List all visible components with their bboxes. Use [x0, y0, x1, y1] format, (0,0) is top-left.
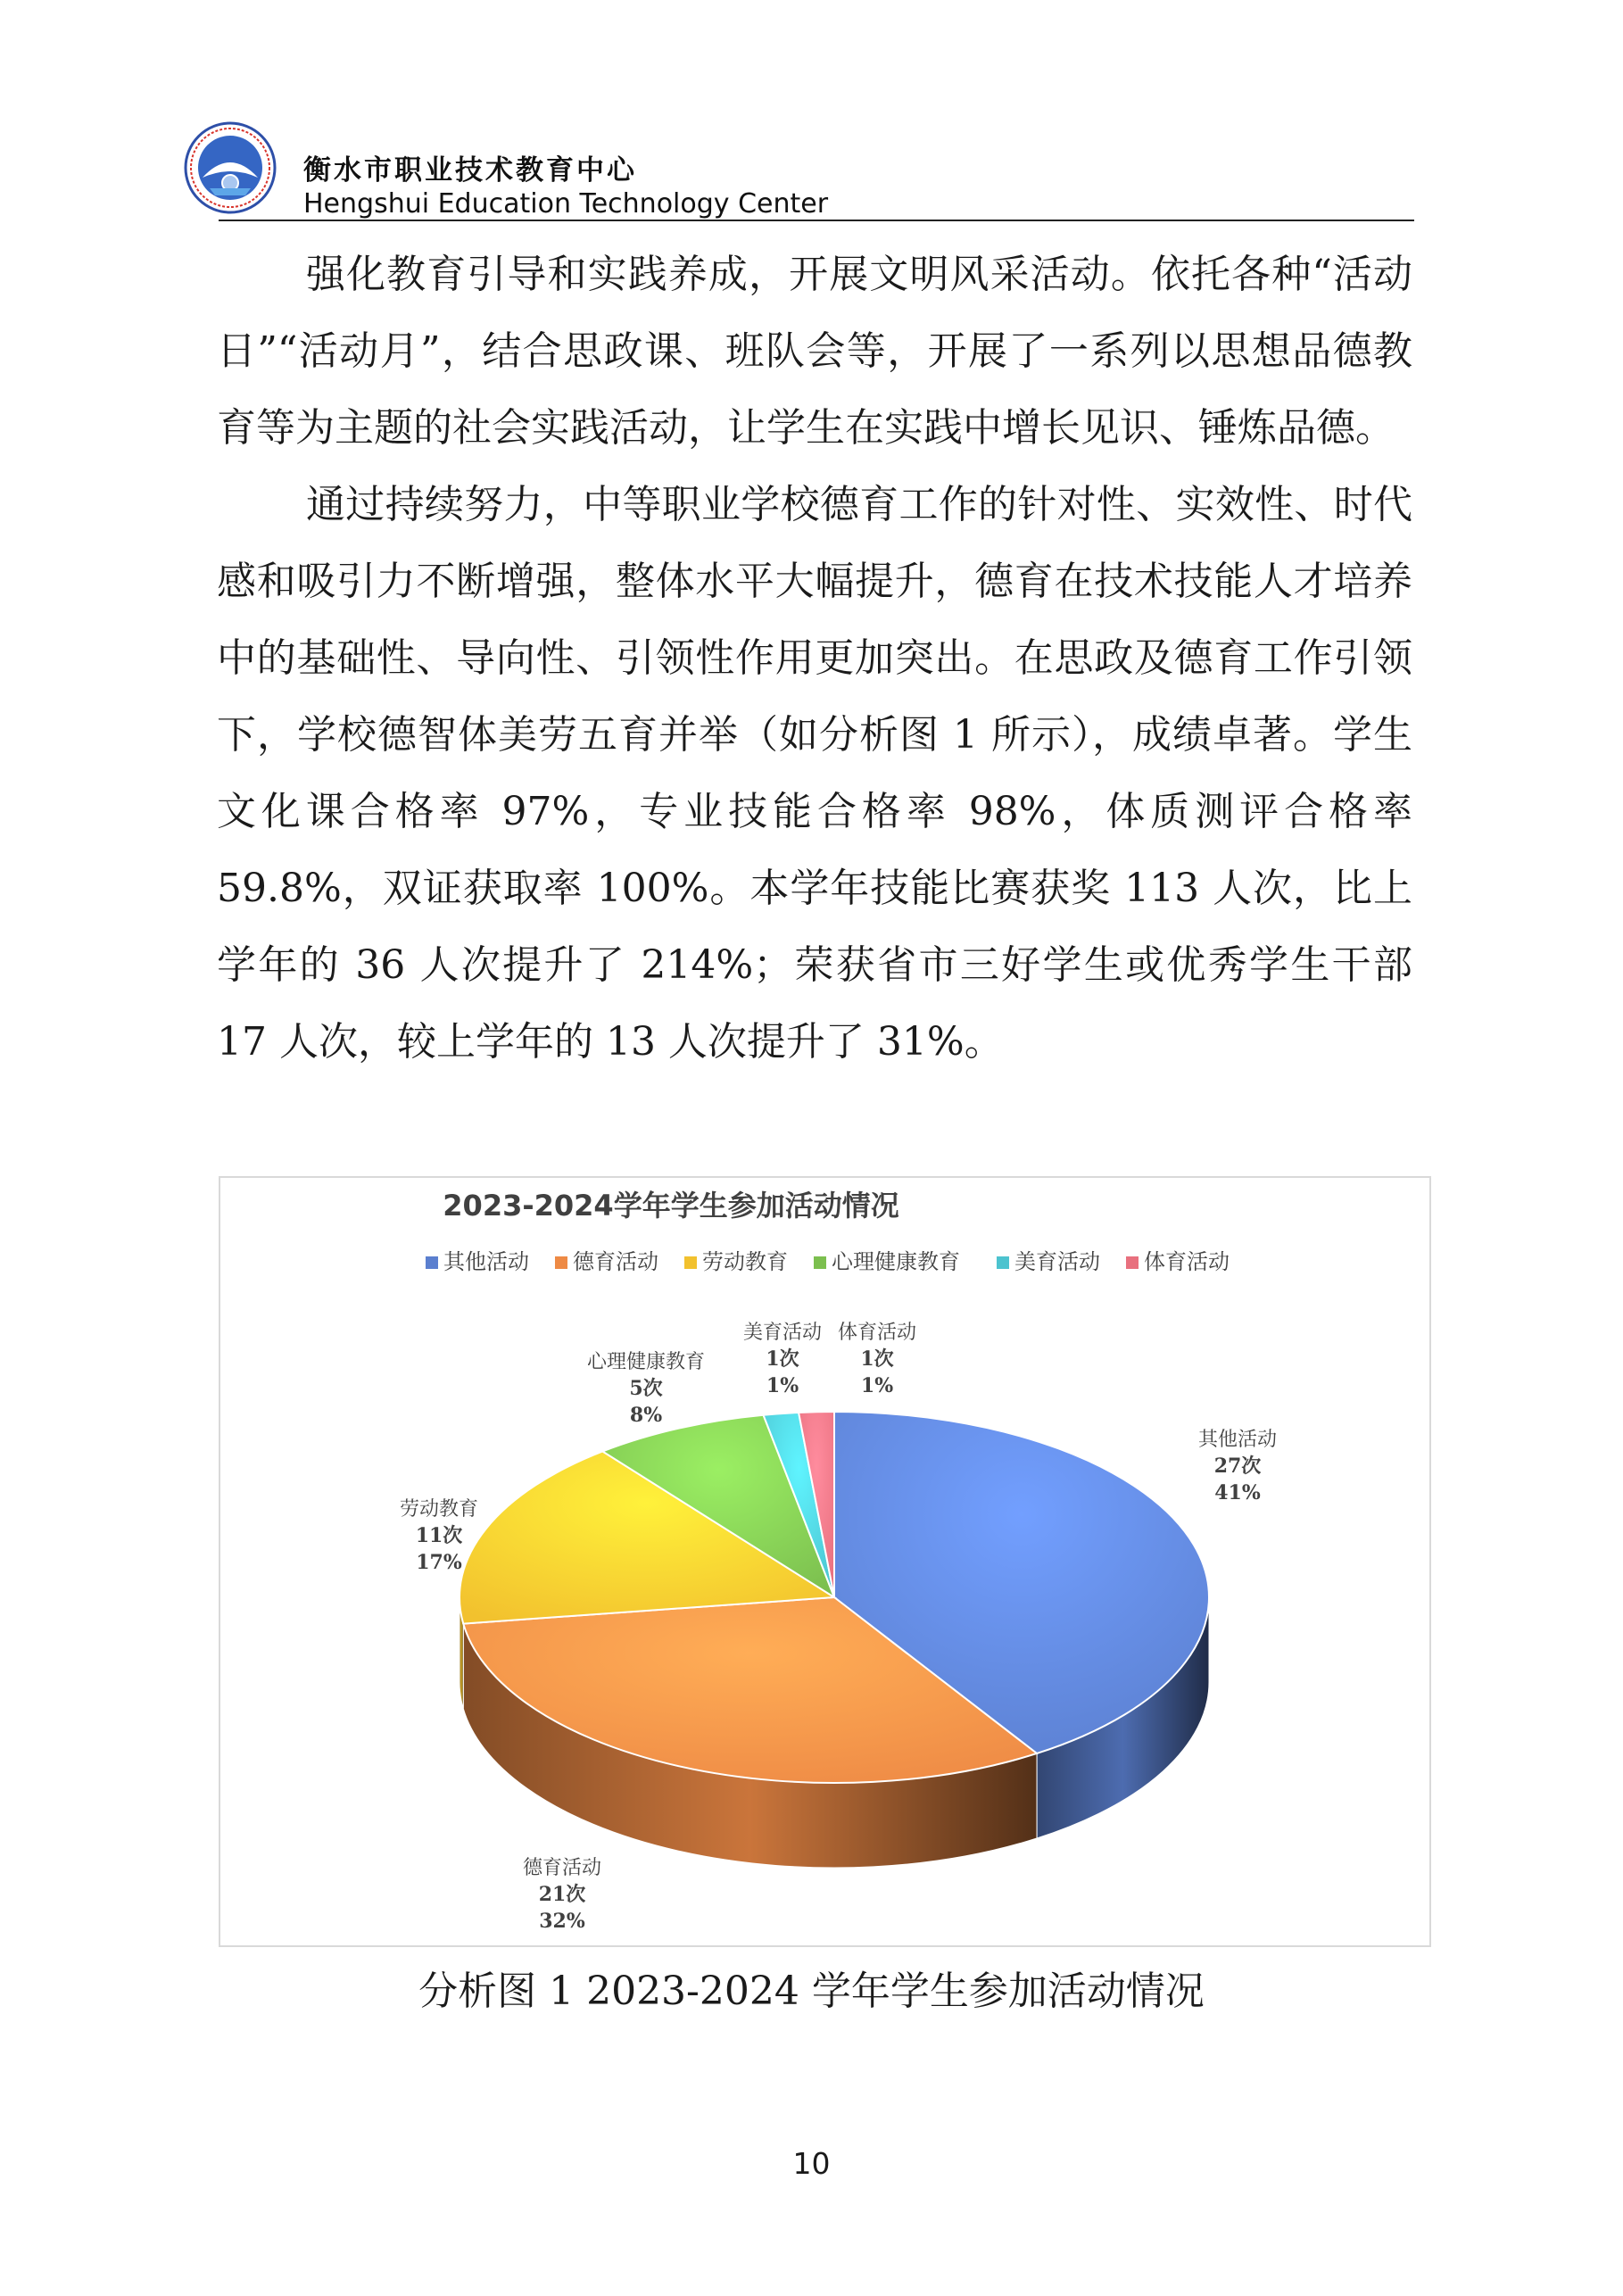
data-label-percent: 1%	[766, 1374, 799, 1397]
legend-swatch	[997, 1256, 1009, 1269]
data-label-name: 劳动教育	[399, 1498, 479, 1521]
data-label-name: 德育活动	[522, 1857, 602, 1879]
data-label-name: 心理健康教育	[586, 1351, 706, 1373]
pie-chart-panel	[219, 1176, 1431, 1947]
chart-legend	[426, 1249, 1230, 1274]
legend-item	[426, 1249, 529, 1274]
legend-item	[555, 1249, 658, 1274]
data-label-percent: 17%	[416, 1551, 462, 1574]
legend-label: 体育活动	[1144, 1249, 1230, 1274]
data-label-count: 5次	[629, 1377, 663, 1400]
figure-caption: 分析图 1 2023-2024 学年学生参加活动情况	[418, 1969, 1205, 2014]
paragraph-2: 通过持续努力，中等职业学校德育工作的针对性、实效性、时代感和吸引力不断增强，整体水平大幅提升，德育在技术技能人才培养中的基础性、导向性、引领性作用更加突出。在思政及德育工作引领下，学校德智体美劳五育并举（如分析图 1 所示），成绩卓著。学生文化课合格率 97%，专业技能合格率 98%，体质测评合格率 59.8%，双证获取率 100%。本学年技能比赛获奖 113 人次，比上学年的 36 人次提升了 214%；荣获省市三好学生或优秀学生干部 17 人次，较上学年的 13 人次提升了 31%。	[217, 482, 1412, 1065]
legend-swatch	[684, 1256, 697, 1269]
legend-label: 心理健康教育	[832, 1249, 960, 1274]
school-logo-icon	[183, 120, 277, 215]
data-label	[743, 1322, 822, 1397]
data-label	[838, 1322, 916, 1397]
legend-label: 其他活动	[443, 1249, 529, 1274]
legend-item	[997, 1249, 1100, 1274]
page-header	[183, 112, 1414, 219]
header-divider	[219, 220, 1414, 221]
legend-item	[814, 1249, 960, 1274]
data-label-name: 体育活动	[837, 1322, 917, 1344]
data-label-count: 11次	[415, 1524, 463, 1547]
data-label-count: 1次	[860, 1347, 894, 1371]
pie-slices	[460, 1412, 1209, 1868]
data-label-percent: 1%	[860, 1374, 894, 1397]
legend-item	[1126, 1249, 1230, 1274]
org-name-cn: 衡水市职业技术教育中心	[303, 154, 637, 186]
data-label	[1198, 1429, 1277, 1504]
data-label-count: 27次	[1213, 1455, 1262, 1478]
data-label-count: 1次	[766, 1347, 799, 1371]
body-text	[217, 236, 1412, 1081]
legend-swatch	[1126, 1256, 1139, 1269]
legend-label: 德育活动	[573, 1249, 658, 1274]
legend-item	[684, 1249, 788, 1274]
legend-swatch	[426, 1256, 438, 1269]
data-label-name: 其他活动	[1197, 1429, 1278, 1451]
data-label-percent: 41%	[1214, 1481, 1261, 1504]
legend-swatch	[814, 1256, 826, 1269]
data-label-count: 21次	[538, 1883, 586, 1906]
legend-swatch	[555, 1256, 567, 1269]
data-label-percent: 32%	[539, 1910, 585, 1933]
data-label	[587, 1351, 705, 1427]
pie-chart	[220, 1178, 1429, 1945]
paragraph-1: 强化教育引导和实践养成，开展文明风采活动。依托各种“活动日”“活动月”，结合思政课、班队会等，开展了一系列以思想品德教育等为主题的社会实践活动，让学生在实践中增长见识、锤炼品德。	[217, 252, 1412, 451]
chart-title: 2023-2024学年学生参加活动情况	[443, 1189, 899, 1223]
data-label-percent: 8%	[629, 1404, 663, 1427]
legend-label: 美育活动	[1014, 1249, 1100, 1274]
org-name-en: Hengshui Education Technology Center	[303, 188, 829, 220]
data-label	[523, 1857, 601, 1933]
page-number: 10	[792, 2146, 831, 2181]
legend-label: 劳动教育	[702, 1249, 788, 1274]
data-label-name: 美育活动	[742, 1322, 823, 1344]
